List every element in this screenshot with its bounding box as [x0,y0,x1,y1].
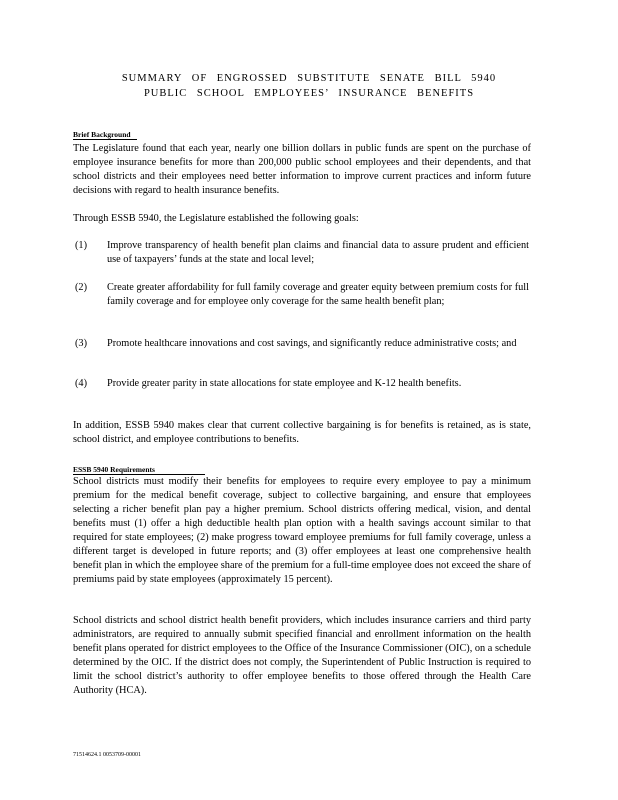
section-heading-brief-background: Brief Background [73,130,137,140]
providers-paragraph: School districts and school district health benefit providers, which includes insurance carriers and third party administrators, are required to annually submit specified financial and enrollment information on the health benefit plans operated for district employees to the Office of the Insurance Commissioner (OIC), on a schedule determined by the OIC. If the district does not comply, the Superintendent of Public Instruction is required to limit the school district’s authority to offer employee benefits to those offered through the Health Care Authority (HCA). [73,615,531,696]
goal-text: Provide greater parity in state allocations for state employee and K-12 health benefits. [107,378,462,389]
goal-item-4 [75,377,529,391]
goal-item-3 [75,337,529,351]
document-footer-id: 71514624.1 0053709-00001 [73,752,141,758]
background-paragraph: The Legislature found that each year, nearly one billion dollars in public funds are spent on the purchase of employee insurance benefits for more than 200,000 public school employees and their dependents, and that school districts and their employees need better information to improve current practices and inform future decisions with regard to health insurance benefits. [73,143,531,196]
goal-item-2 [75,281,529,309]
retained-paragraph: In addition, ESSB 5940 makes clear that current collective bargaining is for benefits is retained, as is state, school district, and employee contributions to benefits. [73,420,531,445]
goal-number: (3) [75,338,88,349]
requirements-paragraph: School districts must modify their benefits for employees to require every employee to pay a minimum premium for the medical benefit coverage, subject to collective bargaining, and ensure that employees selecting a richer benefit plan pay a higher premium. School districts offering medical, vision, and dental benefits must (1) offer a high deductible health plan option with a health savings account similar to that required for state employees; (2) make progress toward employee premiums for full family coverage, unless a different target is developed in future reports; and (3) offer employees at least one comprehensive health benefit plan in which the employee share of the premium for a full-time employee does not exceed the share of premiums paid by state employees (approximately 15 percent). [73,476,531,585]
section-heading-requirements: ESSB 5940 Requirements [73,465,205,475]
goal-item-1 [75,239,529,267]
document-title-line-2: PUBLIC SCHOOL EMPLOYEES’ INSURANCE BENEFITS [143,88,475,99]
goal-text: Improve transparency of health benefit plan claims and financial data to assure prudent and efficient use of taxpayers’ funds at the state and local level; [107,240,529,265]
goal-number: (1) [75,240,88,251]
document-title-line-1: SUMMARY OF ENGROSSED SUBSTITUTE SENATE BILL 5940 [121,73,497,84]
goal-number: (2) [75,282,88,293]
goal-number: (4) [75,378,88,389]
goal-text: Promote healthcare innovations and cost savings, and significantly reduce administrative costs; and [107,338,517,349]
goal-text: Create greater affordability for full family coverage and greater equity between premium costs for full family coverage and for employee only coverage for the same health benefit plan; [107,282,529,307]
goals-intro: Through ESSB 5940, the Legislature established the following goals: [73,213,359,224]
